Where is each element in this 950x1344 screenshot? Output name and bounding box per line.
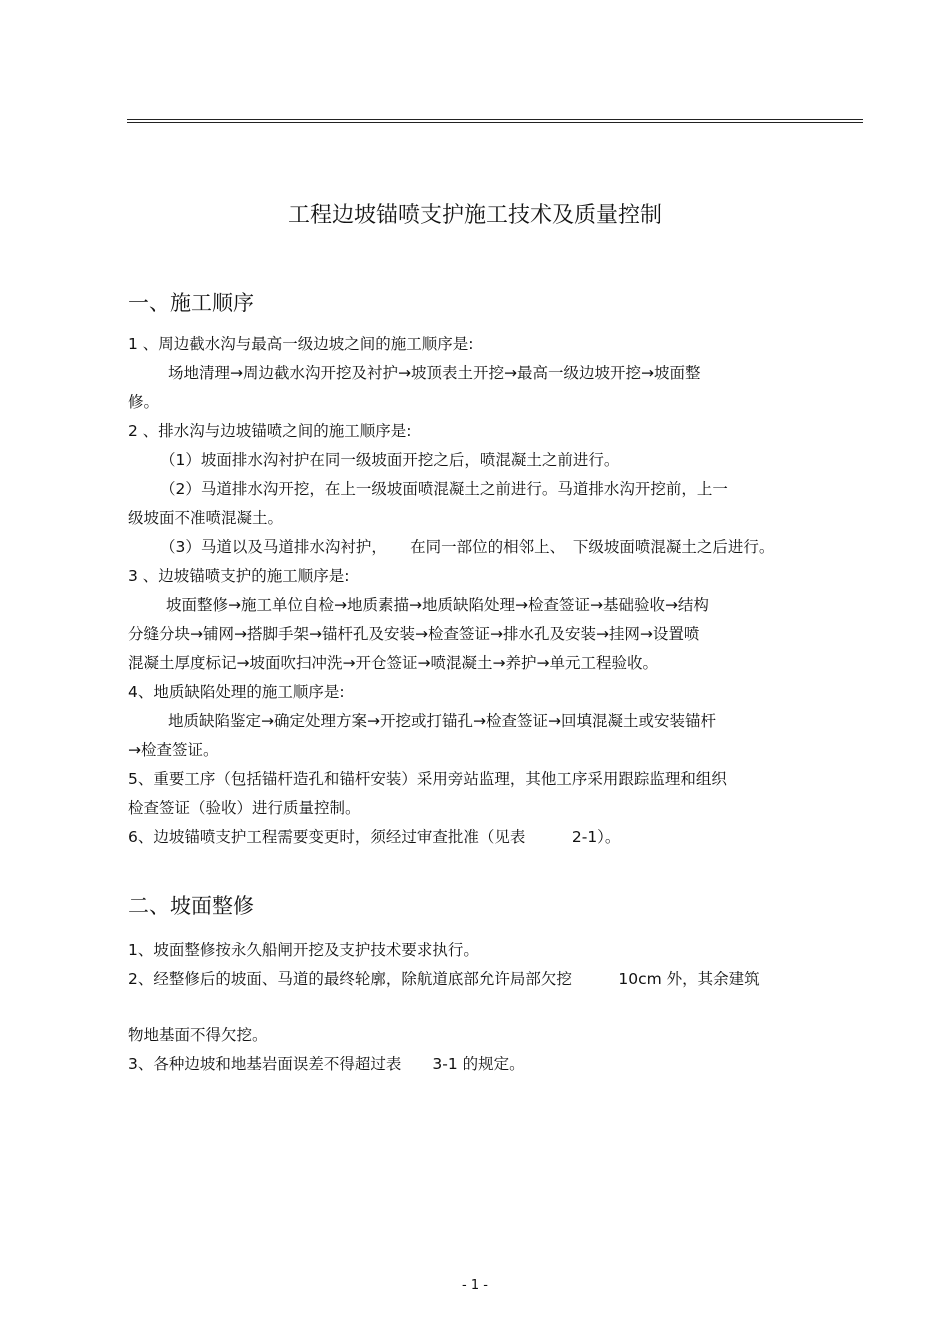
para-line: 修。	[128, 393, 160, 411]
para-line: 6、边坡锚喷支护工程需要变更时，须经过审查批准（见表 2-1）。	[128, 828, 621, 846]
para-line: （1）坡面排水沟衬护在同一级坡面开挖之后，喷混凝土之前进行。	[160, 451, 620, 469]
para-line: 3、各种边坡和地基岩面误差不得超过表 3-1 的规定。	[128, 1055, 525, 1073]
para-line: 2、经整修后的坡面、马道的最终轮廓，除航道底部允许局部欠挖 10cm 外，其余建筑	[128, 970, 760, 988]
header-rule-bottom	[127, 122, 863, 123]
section-heading-2: 二、坡面整修	[128, 894, 254, 918]
para-line: （2）马道排水沟开挖，在上一级坡面喷混凝土之前进行。马道排水沟开挖前，上一	[160, 480, 728, 498]
para-line: 1 、周边截水沟与最高一级边坡之间的施工顺序是:	[128, 335, 474, 353]
header-rule-top	[127, 119, 863, 120]
para-line: 坡面整修→施工单位自检→地质素描→地质缺陷处理→检查签证→基础验收→结构	[166, 596, 709, 614]
para-line: →检查签证。	[128, 741, 219, 759]
para-line: 2 、排水沟与边坡锚喷之间的施工顺序是:	[128, 422, 412, 440]
para-line: 地质缺陷鉴定→确定处理方案→开挖或打锚孔→检查签证→回填混凝土或安装锚杆	[168, 712, 716, 730]
para-line: 分缝分块→铺网→搭脚手架→锚杆孔及安装→检查签证→排水孔及安装→挂网→设置喷	[128, 625, 700, 643]
para-line: 1、坡面整修按永久船闸开挖及支护技术要求执行。	[128, 941, 479, 959]
page-number: - 1 -	[462, 1278, 488, 1293]
para-line: 级坡面不准喷混凝土。	[128, 509, 284, 527]
para-line: 物地基面不得欠挖。	[128, 1026, 268, 1044]
page-title: 工程边坡锚喷支护施工技术及质量控制	[287, 203, 662, 228]
para-line: 4、地质缺陷处理的施工顺序是:	[128, 683, 345, 701]
para-line: 混凝土厚度标记→坡面吹扫冲洗→开仓签证→喷混凝土→养护→单元工程验收。	[128, 654, 658, 672]
para-line: 检查签证（验收）进行质量控制。	[128, 799, 361, 817]
para-line: 场地清理→周边截水沟开挖及衬护→坡顶表土开挖→最高一级边坡开挖→坡面整	[168, 364, 701, 382]
para-line: 3 、边坡锚喷支护的施工顺序是:	[128, 567, 350, 585]
section-heading-1: 一、施工顺序	[128, 291, 254, 315]
para-line: 5、重要工序（包括锚杆造孔和锚杆安装）采用旁站监理，其他工序采用跟踪监理和组织	[128, 770, 727, 788]
para-line: （3）马道以及马道排水沟衬护， 在同一部位的相邻上、 下级坡面喷混凝土之后进行。	[160, 538, 775, 556]
